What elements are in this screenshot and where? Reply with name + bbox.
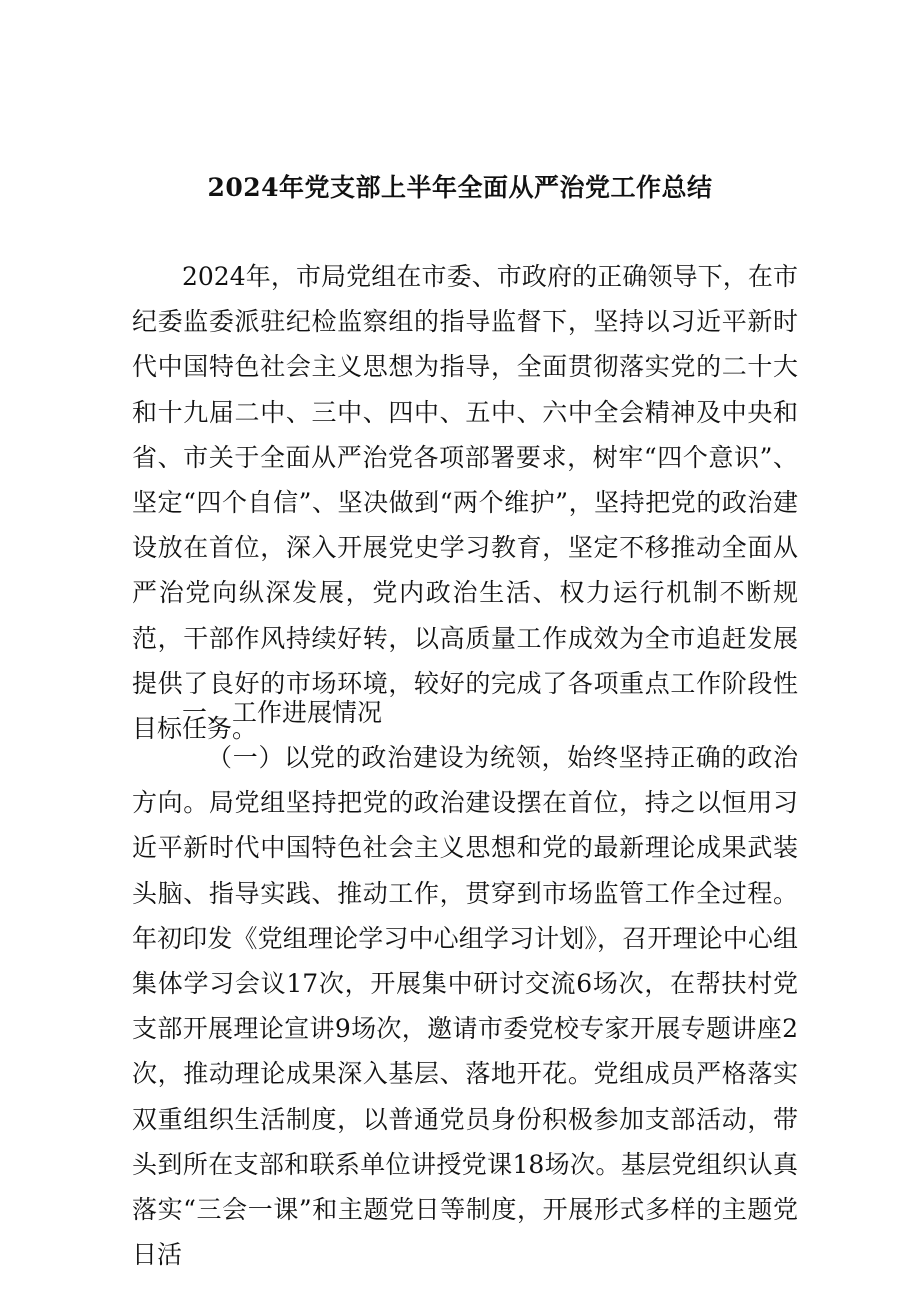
body-paragraph-section-1: （一）以党的政治建设为统领，始终坚持正确的政治方向。局党组坚持把党的政治建设摆在首位，持之以恒用习近平新时代中国特色社会主义思想和党的最新理论成果武装头脑、指导实践、推动工作，贯穿到市场监管工作全过程。年初印发《党组理论学习中心组学习计划》，召开理论中心组集体学习会议17次，开展集中研讨交流6场次，在帮扶村党支部开展理论宣讲9场次，邀请市委党校专家开展专题讲座2次，推动理论成果深入基层、落地开花。党组成员严格落实双重组织生活制度，以普通党员身份积极参加支部活动，带头到所在支部和联系单位讲授党课18场次。基层党组织认真落实“三会一课”和主题党日等制度，开展形式多样的主题党日活	[132, 743, 798, 1270]
body-paragraph-intro: 2024年，市局党组在市委、市政府的正确领导下，在市纪委监委派驻纪检监察组的指导监督下，坚持以习近平新时代中国特色社会主义思想为指导，全面贯彻落实党的二十大和十九届二中、三中、四中、五中、六中全会精神及中央和省、市关于全面从严治党各项部署要求，树牢“四个意识”、坚定“四个自信”、坚决做到“两个维护”，坚持把党的政治建设放在首位，深入开展党史学习教育，坚定不移推动全面从严治党向纵深发展，党内政治生活、权力运行机制不断规范，干部作风持续好转，以高质量工作成效为全市追赶发展提供了良好的市场环境，较好的完成了各项重点工作阶段性目标任务。	[132, 262, 798, 744]
document-title: 2024年党支部上半年全面从严治党工作总结	[207, 173, 713, 202]
section-heading: 一、工作进展情况	[182, 698, 383, 727]
